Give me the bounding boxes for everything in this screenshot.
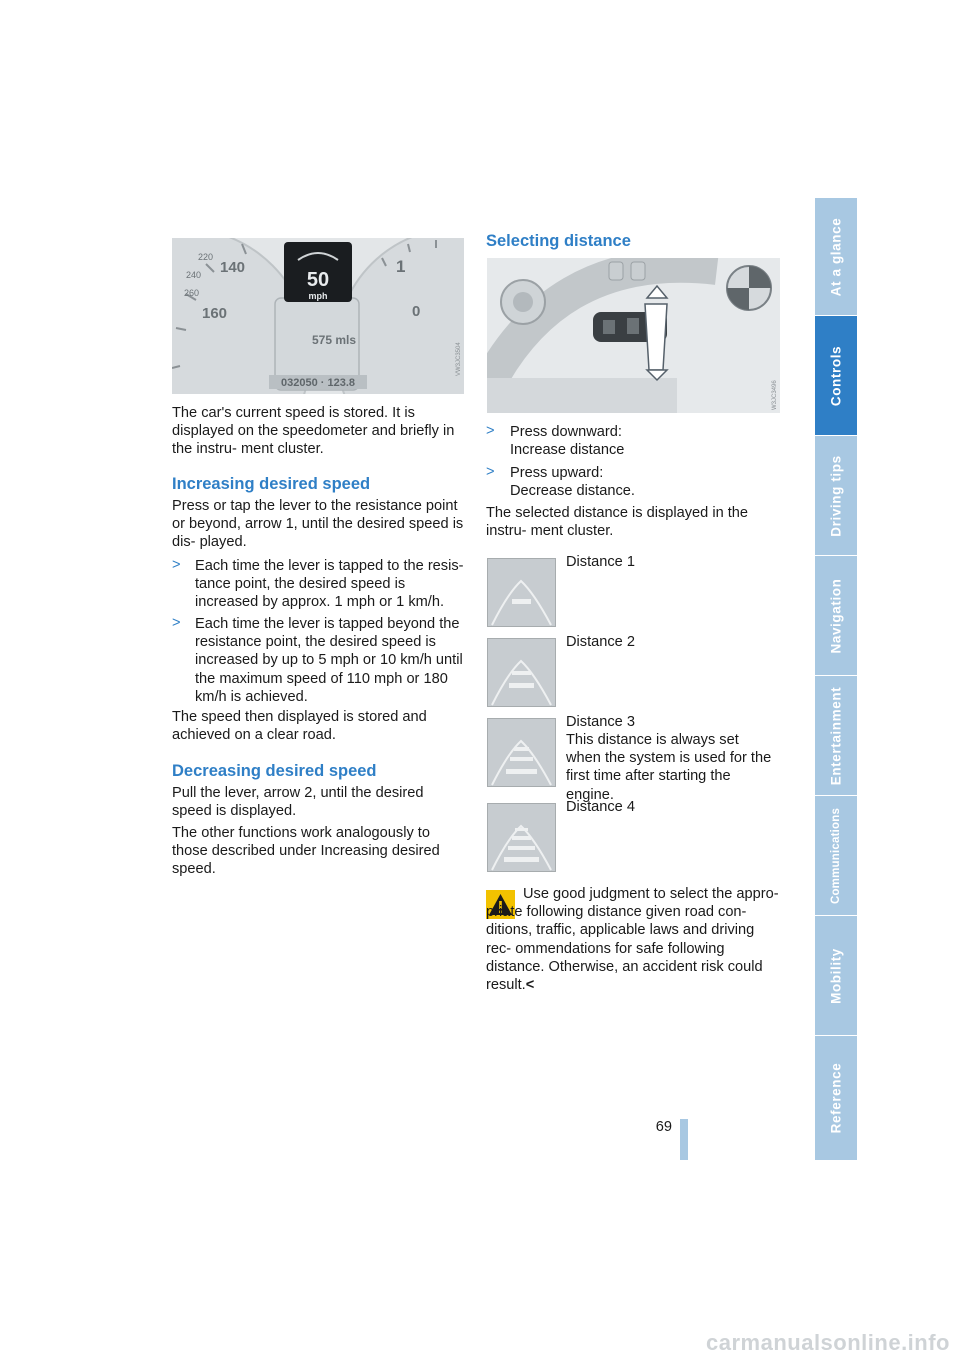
distance-4-label: Distance 4	[566, 799, 635, 815]
bullet-marker: >	[172, 557, 181, 573]
press-upward-line2: Decrease distance.	[510, 483, 635, 499]
distance-2-icon	[487, 638, 556, 707]
decreasing-speed-paragraph: Pull the lever, arrow 2, until the desired speed is displayed.	[172, 785, 424, 820]
warning-text: Use good judgment to select the appro- priate following distance given road con- ditions, traffic, applicable laws and driving rec- ommendations for safe following distance. Otherwise, an accident risk could result.<	[486, 886, 779, 994]
tab-driving-tips[interactable]: Driving tips	[815, 436, 857, 555]
tab-controls[interactable]: Controls	[815, 316, 857, 435]
odometer-readout: 032050 · 123.8	[280, 377, 356, 389]
tab-communications[interactable]: Communications	[815, 796, 857, 915]
gauge-mark-1: 1	[396, 257, 406, 276]
steering-wheel-lever-image	[487, 258, 780, 413]
gauge-mark-0: 0	[412, 303, 421, 320]
distance-3-note: This distance is always set when the system is used for the first time after starting the engine.	[566, 732, 772, 803]
bullet-marker: >	[486, 423, 495, 439]
stored-speed-paragraph: The car's current speed is stored. It is displayed on the speedometer and briefly in the instru- ment cluster.	[172, 405, 455, 458]
tab-at-a-glance[interactable]: At a glance	[815, 198, 857, 315]
press-upward-line1: Press upward:	[510, 465, 604, 481]
gauge-mark-260: 260	[184, 288, 200, 298]
distance-2-label: Distance 2	[566, 634, 635, 650]
page-number: 69	[655, 1119, 672, 1135]
gauge-mark-240: 240	[186, 270, 202, 280]
increasing-bullet-1: Each time the lever is tapped to the resis- tance point, the desired speed is increased by approx. 1 mph or 1 km/h.	[195, 558, 464, 611]
increasing-speed-heading: Increasing desired speed	[172, 475, 371, 493]
increasing-bullet-2: Each time the lever is tapped beyond the resistance point, the desired speed is increased by up to 5 mph or 10 km/h until the maximum speed of 110 mph or 180 km/h is achieved.	[195, 616, 463, 705]
gauge-mark-220: 220	[198, 252, 214, 262]
gauge-mark-160: 160	[202, 305, 228, 322]
other-functions-paragraph: The other functions work analogously to those described under Increasing desired speed.	[172, 825, 440, 878]
tab-navigation[interactable]: Navigation	[815, 556, 857, 675]
gauge-mark-140: 140	[220, 259, 246, 276]
instrument-cluster-image	[172, 238, 464, 394]
footer-watermark: carmanualsonline.info	[706, 1330, 950, 1355]
distance-1-label: Distance 1	[566, 554, 635, 570]
end-mark: <	[525, 977, 535, 994]
bullet-marker: >	[486, 464, 495, 480]
speed-readout: 50	[306, 269, 330, 291]
speed-unit: mph	[308, 291, 328, 301]
press-downward-line2: Increase distance	[510, 442, 625, 458]
tab-entertainment[interactable]: Entertainment	[815, 676, 857, 795]
tab-mobility[interactable]: Mobility	[815, 916, 857, 1035]
increasing-speed-paragraph: Press or tap the lever to the resistance point or beyond, arrow 1, until the desired speed is dis- played.	[172, 498, 464, 551]
press-downward-line1: Press downward:	[510, 424, 622, 440]
tab-reference[interactable]: Reference	[815, 1036, 857, 1160]
range-readout: 575 mls	[312, 333, 357, 347]
distance-3-label: Distance 3	[566, 714, 635, 730]
distance-4-icon	[487, 803, 556, 872]
increasing-after-paragraph: The speed then displayed is stored and achieved on a clear road.	[172, 709, 427, 744]
selected-distance-paragraph: The selected distance is displayed in the instru- ment cluster.	[486, 505, 749, 540]
figure-code: W3JC3496	[772, 380, 778, 410]
decreasing-speed-heading: Decreasing desired speed	[172, 762, 377, 780]
distance-3-icon	[487, 718, 556, 787]
figure-code: VW3JC3504	[456, 342, 462, 376]
selecting-distance-heading: Selecting distance	[486, 232, 631, 250]
bullet-marker: >	[172, 615, 181, 631]
distance-1-icon	[487, 558, 556, 627]
page-number-bar	[680, 1119, 688, 1160]
